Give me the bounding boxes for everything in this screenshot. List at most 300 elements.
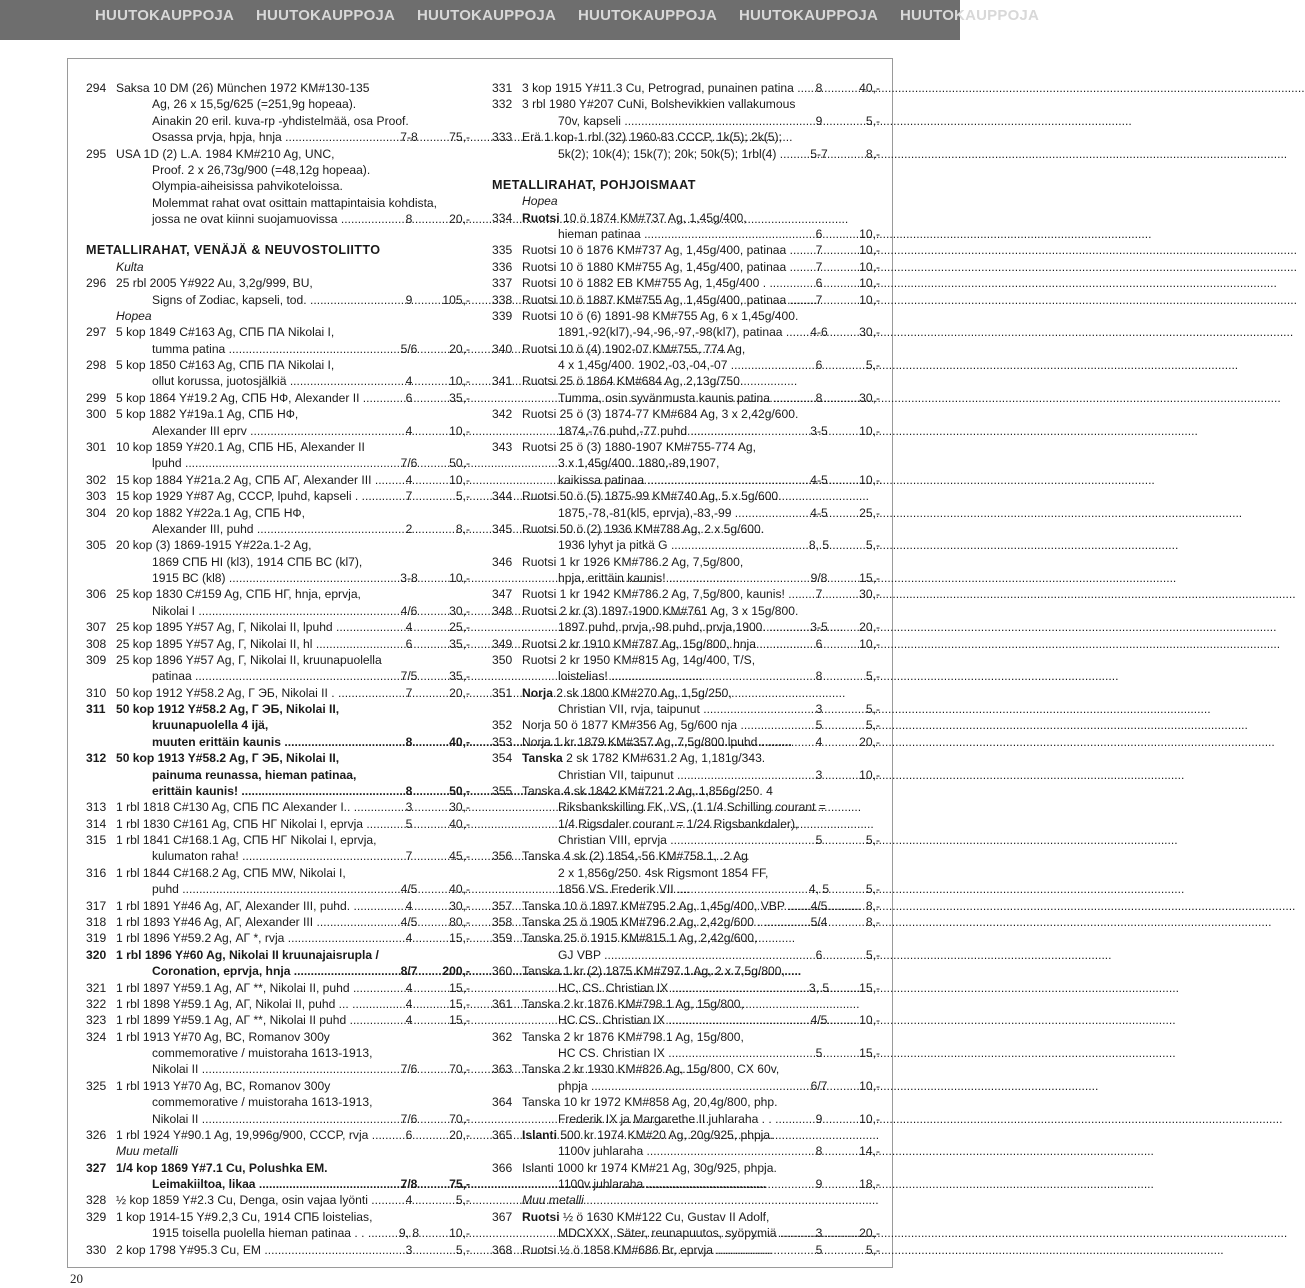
lot-line	[86, 129, 470, 145]
lot-number: 305	[86, 538, 107, 553]
lot-price: 40,-	[859, 81, 880, 95]
lot-line	[492, 636, 880, 652]
lot-description: HC CS. Christian IX .....	[558, 1012, 792, 1028]
lot-price: 10,-	[859, 1111, 880, 1126]
lot-number: 309	[86, 652, 107, 667]
lot-price: 5,-	[865, 358, 880, 373]
lot-price: 20,-	[449, 212, 470, 227]
lot-line	[492, 832, 880, 848]
lot-line	[86, 373, 470, 389]
lot-price: 75,-	[449, 130, 470, 145]
lot-price: 5,-	[865, 718, 880, 733]
lot-description: Alexander III, puhd .....	[152, 521, 382, 537]
lot-price: 8,-	[865, 915, 880, 929]
lot-grade: 4-5	[810, 505, 828, 520]
lot-line	[86, 80, 470, 96]
lot-grade: 9	[815, 113, 823, 128]
lot-line	[86, 947, 470, 963]
lot-description: Tumma, osin syvänmusta kaunis patina .....	[558, 390, 792, 406]
lot-number: 308	[86, 636, 107, 651]
lot-line	[86, 848, 470, 864]
lot-description: Ruotsi 10 ö (4) 1902-07 KM#755, 774 Ag,	[522, 341, 746, 356]
lot-grade: 4	[815, 734, 823, 749]
lot-number: 317	[86, 898, 107, 913]
lot-price: 50,-	[449, 783, 470, 798]
lot-description: Osassa prvja, hpja, hnja .....	[152, 129, 382, 145]
lot-line	[86, 1111, 470, 1127]
lot-number: 299	[86, 390, 107, 405]
lot-number: 343	[492, 439, 513, 454]
lot-number: 315	[86, 833, 107, 848]
lot-grade: 7	[815, 292, 823, 307]
lot-price: 5,-	[865, 1242, 880, 1257]
lot-description: Tanska 10 ö 1897 KM#795.2 Ag, 1,45g/400, VBP .....	[522, 898, 792, 914]
lot-description: Ruotsi 10 ö (6) 1891-98 KM#755 Ag, 6 x 1,45g/400.	[522, 308, 799, 323]
lot-description: 10 kop 1859 Y#20.1 Ag, СПБ НБ, Alexander II	[116, 439, 365, 454]
lot-description: Islanti 1000 kr 1974 KM#21 Ag, 30g/925, phpja.	[522, 1160, 777, 1175]
lot-description: 3 x 1,45g/400. 1880,-89,1907,	[558, 456, 720, 471]
lot-line	[492, 488, 880, 504]
lot-description: muuten erittäin kaunis .....	[152, 734, 382, 750]
header-banner	[0, 0, 1040, 40]
lot-number: 334	[492, 210, 513, 225]
lot-description: phpja .....	[558, 1078, 792, 1094]
lot-description: 1936 lyhyt ja pitkä G .....	[558, 537, 792, 553]
lot-grade: 4-5	[810, 472, 828, 487]
lot-number: 326	[86, 1127, 107, 1142]
lot-line	[492, 701, 880, 717]
lot-grade: 7	[815, 259, 823, 274]
lot-line	[86, 162, 470, 178]
lot-price: 10,-	[859, 767, 880, 782]
lot-description: Norja 50 ö 1877 KM#356 Ag, 5g/600 nja .....	[522, 717, 792, 733]
lot-grade: 7/6	[400, 1111, 418, 1126]
lot-price: 50,-	[449, 456, 470, 471]
lot-line	[86, 783, 470, 799]
lot-description: 1 rbl 1896 Y#60 Ag, Nikolai II kruunajaisrupla /	[116, 947, 379, 962]
lot-grade: 6	[815, 636, 823, 651]
lot-grade: 3-5	[810, 423, 828, 438]
lot-description: 2 x 1,856g/250. 4sk Rigsmont 1854 FF,	[558, 865, 769, 880]
lot-grade: 4	[405, 898, 413, 913]
lot-grade: 6	[815, 947, 823, 962]
lot-price: 5,-	[455, 1193, 470, 1208]
lot-number: 345	[492, 521, 513, 536]
lot-number: 313	[86, 800, 107, 815]
lot-description: Leimakiiltoa, likaa .....	[152, 1176, 382, 1192]
lot-number: 304	[86, 505, 107, 520]
lot-grade: 4	[405, 620, 413, 635]
lot-line	[86, 1012, 470, 1028]
lot-description: Frederik IX ja Margarethe II juhlaraha . . .....	[558, 1111, 792, 1127]
lot-number: 347	[492, 587, 513, 602]
lot-number: 363	[492, 1062, 513, 1077]
lot-price: 10,-	[449, 472, 470, 487]
lot-number: 361	[492, 996, 513, 1011]
lot-description: Norja 2 sk 1800 KM#270 Ag, 1,5g/250,	[522, 685, 732, 700]
lot-grade: 4, 5	[808, 882, 830, 897]
lot-number: 360	[492, 964, 513, 979]
lot-line	[492, 292, 880, 308]
lot-description: Tanska 2 kr 1876 KM#798.1 Ag, 15g/800,	[522, 1029, 744, 1044]
lot-description: 1891,-92(kl7),-94,-96,-97,-98(kl7), patinaa .....	[558, 324, 792, 340]
lot-line	[86, 980, 470, 996]
lot-number: 351	[492, 685, 513, 700]
lot-grade: 8	[815, 390, 823, 405]
lot-description: Ruotsi 1 kr 1926 KM#786.2 Ag, 7,5g/800,	[522, 554, 744, 569]
lot-price: 45,-	[449, 849, 470, 864]
lot-grade: 6	[815, 276, 823, 291]
lot-line	[492, 848, 880, 864]
lot-line	[492, 537, 880, 553]
lot-price: 25,-	[449, 620, 470, 635]
lot-number: 354	[492, 751, 513, 766]
lot-description: commemorative / muistoraha 1613-1913,	[152, 1095, 373, 1110]
lot-description: 20 kop 1882 Y#22a.1 Ag, СПБ НФ,	[116, 505, 305, 520]
lot-grade: 7	[815, 587, 823, 602]
lot-description: 25 kop 1895 Y#57 Ag, Г, Nikolai II, lpuhd .....	[116, 619, 382, 635]
lot-grade: 7	[405, 685, 413, 700]
lot-line	[492, 308, 880, 324]
lot-price: 25,-	[859, 505, 880, 520]
lot-line	[492, 423, 880, 439]
lot-price: 18,-	[859, 1177, 880, 1192]
lot-description: Ruotsi 2 kr 1910 KM#787 Ag, 15g/800, hnja . . .....	[522, 636, 792, 652]
lot-description: jossa ne ovat kiinni suojamuovissa .....	[152, 211, 382, 227]
lot-grade: 4	[405, 423, 413, 438]
lot-line	[492, 947, 880, 963]
lot-description: Ruotsi 25 ö (3) 1880-1907 KM#755-774 Ag,	[522, 439, 756, 454]
lot-line	[86, 211, 470, 227]
lot-line	[86, 439, 470, 455]
lot-line	[86, 1209, 470, 1225]
lot-price: 15,-	[449, 980, 470, 995]
lot-price: 200,-	[442, 964, 470, 979]
lot-price: 10,-	[859, 423, 880, 438]
lot-description: 25 kop 1896 Y#57 Ag, Г, Nikolai II, kruunapuolella	[116, 652, 382, 667]
lot-description: 1 rbl 1896 Y#59.2 Ag, АГ *, rvja .....	[116, 930, 382, 946]
lot-description: puhd .....	[152, 881, 382, 897]
lot-number: 339	[492, 308, 513, 323]
lot-grade: 5	[815, 1046, 823, 1061]
lot-grade: 4/6	[400, 603, 418, 618]
lot-line	[492, 390, 880, 406]
lot-price: 8,-	[455, 521, 470, 536]
lot-line	[86, 603, 470, 619]
lot-grade: 6	[405, 390, 413, 405]
lot-line	[86, 472, 470, 488]
lot-description: Ruotsi 2 kr 1950 KM#815 Ag, 14g/400, T/S,	[522, 652, 756, 667]
lot-line	[86, 275, 470, 291]
lot-line	[492, 996, 880, 1012]
lot-description: Tanska 25 ö 1915 KM#815.1 Ag, 2,42g/600,	[522, 931, 758, 946]
lot-line	[492, 455, 880, 471]
lot-price: 10,-	[449, 571, 470, 586]
lot-line	[86, 930, 470, 946]
lot-line	[86, 963, 470, 979]
lot-line	[492, 113, 880, 129]
lot-grade: 4/5	[810, 898, 828, 913]
lot-price: 20,-	[449, 341, 470, 356]
lot-line	[86, 865, 470, 881]
lot-description: Ruotsi 10 ö 1876 KM#737 Ag, 1,45g/400, patinaa .....	[522, 242, 792, 258]
lot-grade: 4	[405, 472, 413, 487]
lot-number: 357	[492, 898, 513, 913]
lot-number: 297	[86, 325, 107, 340]
lot-number: 336	[492, 259, 513, 274]
lot-description: Erä 1 kop-1 rbl (32) 1960-83 CCCP, 1k(5); 2k(5);	[522, 130, 782, 145]
lot-number: 310	[86, 685, 107, 700]
lot-price: 10,-	[859, 1078, 880, 1093]
lot-line	[86, 1029, 470, 1045]
lot-number: 314	[86, 816, 107, 831]
lot-grade: 7-8	[400, 130, 418, 145]
lot-number: 342	[492, 407, 513, 422]
lot-description: Ruotsi 1 kr 1942 KM#786.2 Ag, 7,5g/800, kaunis! .....	[522, 586, 792, 602]
lot-price: 10,-	[859, 243, 880, 258]
lot-line	[492, 603, 880, 619]
lot-line	[492, 717, 880, 733]
lot-description: Islanti 500 kr 1974 KM#20 Ag, 20g/925, phpja.	[522, 1127, 774, 1142]
lot-number: 367	[492, 1209, 513, 1224]
lot-price: 10,-	[859, 636, 880, 651]
lot-number: 346	[492, 554, 513, 569]
lot-grade: 3	[815, 1226, 823, 1241]
lot-line	[492, 570, 880, 586]
lot-description: Ruotsi 10 ö 1887 KM#755 Ag, 1,45g/400, patinaa .....	[522, 292, 792, 308]
lot-description: 50 kop 1913 Y#58.2 Ag, Г ЭБ, Nikolai II,	[116, 751, 340, 766]
lot-number: 307	[86, 620, 107, 635]
metal-label: Muu metalli	[522, 1193, 584, 1208]
lot-description: 5 kop 1850 C#163 Ag, СПБ ПА Nikolai I,	[116, 358, 335, 373]
lot-description: USA 1D (2) L.A. 1984 KM#210 Ag, UNC,	[116, 146, 335, 161]
lot-description: Ainakin 20 eril. kuva-rp -yhdistelmää, osa Proof.	[152, 113, 409, 128]
lot-price: 10,-	[859, 1013, 880, 1028]
lot-price: 70,-	[449, 1062, 470, 1077]
lot-description: 1 rbl 1893 Y#46 Ag, АГ, Alexander III .....	[116, 914, 382, 930]
lot-number: 329	[86, 1209, 107, 1224]
lot-grade: 4	[405, 1193, 413, 1208]
lot-line	[86, 1061, 470, 1077]
lot-grade: 4-6	[810, 325, 828, 340]
lot-line	[492, 146, 880, 162]
lot-description: Ruotsi 50 ö (2) 1936 KM#788 Ag, 2 x 5g/600.	[522, 521, 765, 536]
lot-number: 359	[492, 931, 513, 946]
lot-line	[86, 586, 470, 602]
lot-price: 5,-	[865, 702, 880, 717]
lot-description: Alexander III eprv .....	[152, 423, 382, 439]
lot-price: 15,-	[859, 1046, 880, 1061]
lot-line	[86, 914, 470, 930]
lot-description: hpja, erittäin kaunis! .....	[558, 570, 792, 586]
section-heading	[86, 242, 470, 258]
lot-grade: 4	[405, 1013, 413, 1028]
lot-line	[86, 521, 470, 537]
lot-line	[492, 324, 880, 340]
lot-line	[492, 1143, 880, 1159]
lot-grade: 3	[815, 767, 823, 782]
lot-price: 5,-	[865, 669, 880, 684]
lot-line	[86, 341, 470, 357]
lot-line	[86, 1160, 470, 1176]
lot-grade: 4/5	[400, 915, 418, 929]
lot-line	[492, 242, 880, 258]
lot-line	[492, 1242, 880, 1258]
lot-description: Ruotsi 50 ö (5) 1875-99 KM#740 Ag, 5 x 5g/600.	[522, 489, 782, 504]
lot-description: Signs of Zodiac, kapseli, tod. .....	[152, 292, 382, 308]
lot-line	[86, 113, 470, 129]
lot-grade: 6	[405, 1127, 413, 1142]
lot-grade: 5-7	[810, 146, 828, 161]
lot-price: 5,-	[865, 113, 880, 128]
lot-number: 325	[86, 1078, 107, 1093]
lot-description: 3 kop 1915 Y#11.3 Cu, Petrograd, punainen patina .....	[522, 80, 792, 96]
lot-description: 5 kop 1849 C#163 Ag, СПБ ПА Nikolai I,	[116, 325, 335, 340]
lot-line	[86, 1078, 470, 1094]
lot-description: kruunapuolella 4 ijä,	[152, 718, 269, 733]
lot-grade: 3	[405, 800, 413, 815]
lot-description: 1875,-78,-81(kl5, eprvja),-83,-99 .....	[558, 505, 792, 521]
lot-number: 355	[492, 783, 513, 798]
lot-number: 337	[492, 276, 513, 291]
lot-grade: 3-5	[810, 620, 828, 635]
lot-line	[492, 505, 880, 521]
lot-price: 5,-	[865, 833, 880, 848]
lot-line	[492, 1209, 880, 1225]
lot-number: 302	[86, 472, 107, 487]
lot-number: 368	[492, 1242, 513, 1257]
lot-grade: 8	[405, 734, 413, 749]
lot-line	[86, 455, 470, 471]
lot-description: 1915 toisella puolella hieman patinaa . . .....	[152, 1225, 382, 1241]
lot-description: Ag, 26 x 15,5g/625 (=251,9g hopeaa).	[152, 97, 357, 112]
lot-number: 294	[86, 81, 107, 95]
lot-grade: 4	[405, 996, 413, 1011]
lot-description: 1 rbl 1913 Y#70 Ag, ВС, Romanov 300y	[116, 1029, 330, 1044]
lot-grade: 9	[815, 1111, 823, 1126]
lot-price: 30,-	[449, 898, 470, 913]
lot-line	[492, 1012, 880, 1028]
lot-description: Christian VII, taipunut .....	[558, 767, 792, 783]
lot-price: 10,-	[859, 292, 880, 307]
lot-line	[86, 146, 470, 162]
lot-description: Ruotsi ½ ö 1858 KM#686 Br, eprvja .....	[522, 1242, 792, 1258]
lot-description: Ruotsi 25 ö (3) 1874-77 KM#684 Ag, 3 x 2,42g/600.	[522, 407, 799, 422]
lot-description: 5 kop 1864 Y#19.2 Ag, СПБ НФ, Alexander II .....	[116, 390, 382, 406]
lot-description: 20 kop (3) 1869-1915 Y#22a.1-2 Ag,	[116, 538, 312, 553]
lot-line	[492, 619, 880, 635]
lot-description: 1 rbl 1891 Y#46 Ag, АГ, Alexander III, puhd. .....	[116, 898, 382, 914]
lot-description: Ruotsi 2 kr (3) 1897-1900 KM#761 Ag, 3 x 15g/800.	[522, 603, 799, 618]
lot-price: 5,-	[865, 947, 880, 962]
lot-number: 356	[492, 849, 513, 864]
lot-description: 3 rbl 1980 Y#207 CuNi, Bolshevikkien vallakumous	[522, 97, 796, 112]
lot-grade: 3-8	[400, 571, 418, 586]
lot-grade: 5	[815, 833, 823, 848]
lot-number: 358	[492, 915, 513, 929]
lot-number: 296	[86, 276, 107, 291]
lot-description: erittäin kaunis! .....	[152, 783, 382, 799]
lot-line	[492, 1094, 880, 1110]
lot-line	[492, 1160, 880, 1176]
lot-grade: 7/8	[400, 1177, 418, 1192]
lot-line	[86, 292, 470, 308]
banner-word: HUUTOKAUPPOJA	[739, 7, 879, 24]
lot-line	[492, 521, 880, 537]
subsection-label	[86, 1143, 470, 1159]
lot-line	[492, 767, 880, 783]
lot-line	[492, 259, 880, 275]
lot-price: 10,-	[449, 374, 470, 389]
lot-description: Ruotsi ½ ö 1630 KM#122 Cu, Gustav II Adolf,	[522, 1209, 770, 1224]
lot-price: 40,-	[449, 816, 470, 831]
lot-line	[492, 963, 880, 979]
lot-line	[86, 881, 470, 897]
metal-label: Muu metalli	[116, 1144, 178, 1159]
lot-line	[86, 324, 470, 340]
lot-number: 320	[86, 947, 107, 962]
lot-number: 338	[492, 292, 513, 307]
banner-word: HUUTOKAUPPOJA	[256, 7, 396, 24]
lot-description: Proof. 2 x 26,73g/900 (=48,12g hopeaa).	[152, 162, 371, 177]
lot-description: Riksbankskilling FK, VS, (1 1/4 Schilling courant =	[558, 800, 826, 815]
lot-price: 35,-	[449, 669, 470, 684]
lot-description: 1 rbl 1830 C#161 Ag, СПБ НГ Nikolai I, eprvja .....	[116, 816, 382, 832]
lot-line	[86, 195, 470, 211]
lot-price: 5,-	[865, 882, 880, 897]
lot-grade: 8	[815, 669, 823, 684]
lot-line	[86, 1094, 470, 1110]
lot-number: 330	[86, 1242, 107, 1257]
lot-price: 20,-	[449, 1127, 470, 1142]
lot-line	[86, 996, 470, 1012]
lot-line	[86, 668, 470, 684]
lot-number: 318	[86, 915, 107, 929]
lot-line	[86, 685, 470, 701]
lot-grade: 5	[405, 816, 413, 831]
metal-label: Hopea	[522, 194, 558, 209]
lot-line	[492, 734, 880, 750]
lot-line	[492, 1078, 880, 1094]
lot-price: 20,-	[859, 620, 880, 635]
lot-description: GJ VBP .....	[558, 947, 792, 963]
lot-line	[492, 1176, 880, 1192]
lot-line	[86, 96, 470, 112]
lot-description: lpuhd .....	[152, 455, 382, 471]
lot-line	[492, 816, 880, 832]
lot-description: hieman patinaa .....	[558, 226, 792, 242]
lot-price: 30,-	[449, 603, 470, 618]
lot-line	[492, 226, 880, 242]
lot-line	[86, 652, 470, 668]
lot-line	[492, 1029, 880, 1045]
lot-line	[86, 898, 470, 914]
lot-line	[86, 619, 470, 635]
lot-number: 362	[492, 1029, 513, 1044]
lot-price: 20,-	[859, 1226, 880, 1241]
lot-line	[492, 980, 880, 996]
lot-grade: 7/6	[400, 456, 418, 471]
lot-grade: 3	[815, 702, 823, 717]
lot-line	[492, 80, 880, 96]
lot-line	[86, 505, 470, 521]
lot-price: 20,-	[449, 685, 470, 700]
lot-grade: 7	[815, 243, 823, 258]
lot-line	[492, 472, 880, 488]
lot-line	[86, 1127, 470, 1143]
lot-price: 10,-	[449, 423, 470, 438]
lot-price: 8,-	[865, 898, 880, 913]
